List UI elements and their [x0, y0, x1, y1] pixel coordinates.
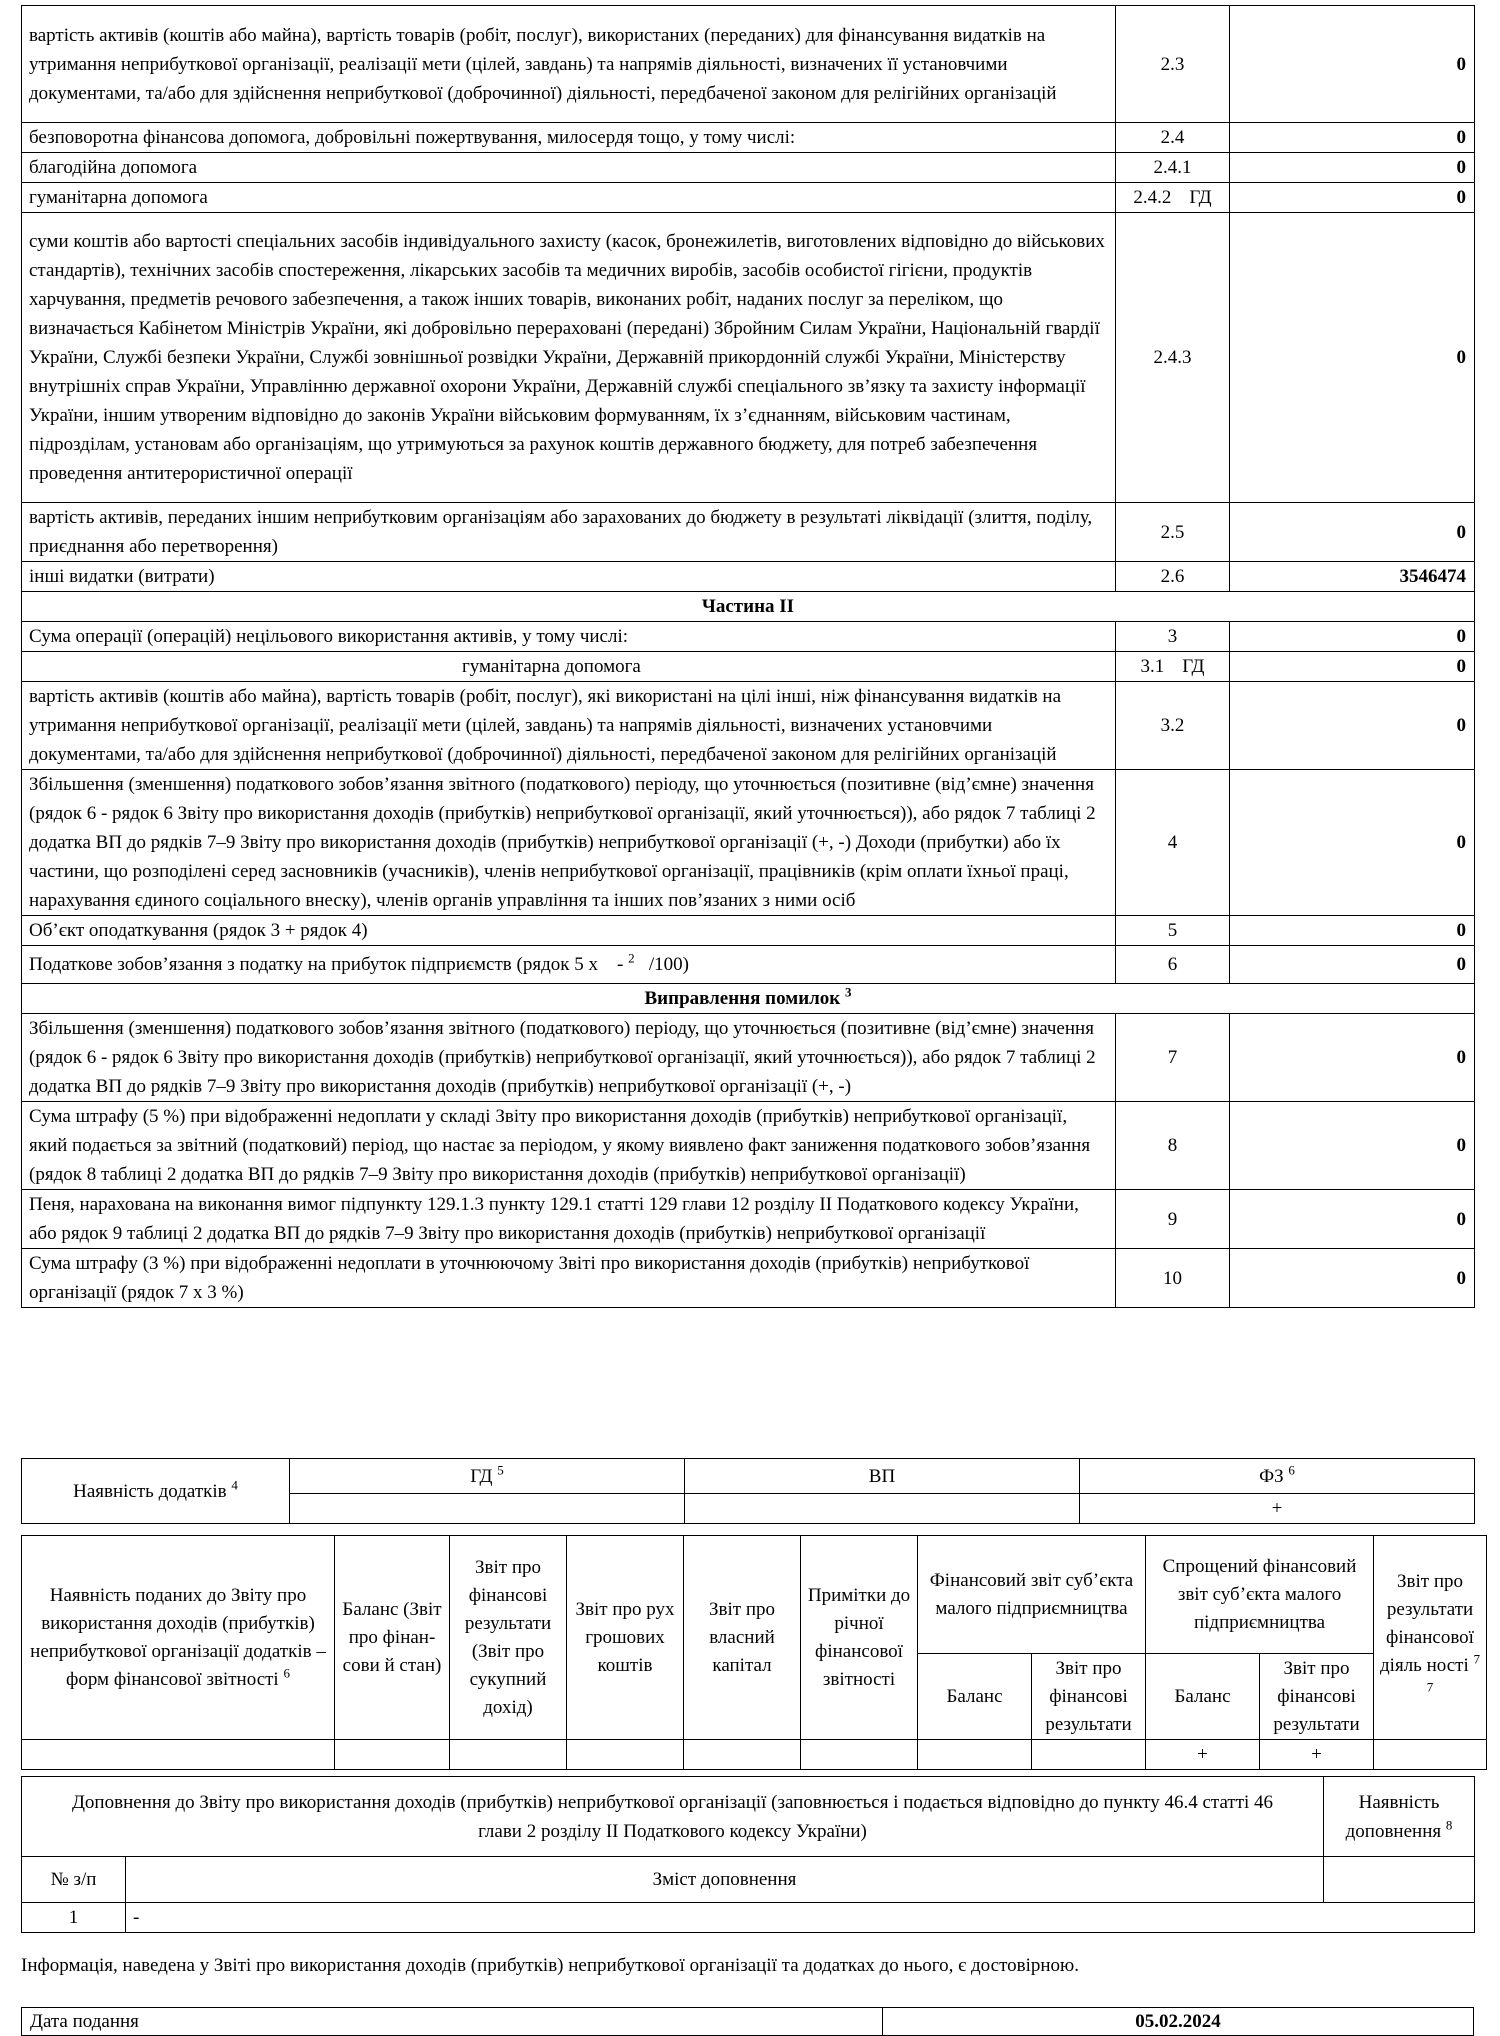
- attachment-gd-text: ГД: [470, 1465, 493, 1487]
- row-code: 2.3: [1116, 6, 1230, 123]
- table-row: [22, 1459, 1475, 1494]
- attachment-gd-value: [290, 1494, 685, 1524]
- table-row: [22, 946, 1475, 984]
- row-text: інші видатки (витрати): [22, 562, 1116, 592]
- financial-value: [450, 1740, 567, 1770]
- footnote-5: 5: [497, 1462, 504, 1478]
- row-code: 2.4.3: [1116, 213, 1230, 503]
- financial-value: [335, 1740, 450, 1770]
- info-statement: Інформація, наведена у Звіті про використання доходів (прибутків) неприбуткової організації та додатках до нього, є достовірною.: [21, 1955, 1079, 1976]
- row-text: суми коштів або вартості спеціальних засобів індивідуального захисту (касок, бронежилетів, виготовлених відповідно до військових стандартів), технічних засобів спостереження, лікарських засобів та медичних виробів, засобів особистої гігієни, продуктів харчування, предметів речового забезпечення, а також інших товарів, виконаних робіт, наданих послуг за переліком, що визначається Кабінетом Міністрів України, які добровільно перераховані (передані) Збройним Силам України, Національній гвардії України, Службі безпеки України, Службі зовнішньої розвідки України, Державній прикордонній службі України, Міністерству внутрішніх справ України, Управлінню державної охорони України, Державній службі спеціального зв’язку та захисту інформації України, іншим утвореним відповідно до законів України військовим формуванням, їх з’єднанням, військовим частинам, підрозділам, установам або організаціям, що утримуються за рахунок коштів державного бюджету, для потреб забезпечення проведення антитерористичної операції: [22, 213, 1116, 503]
- table-row: [22, 1777, 1475, 1857]
- attachment-fz-value: +: [1080, 1494, 1475, 1524]
- row-text: Сума операції (операцій) нецільового використання активів, у тому числі:: [22, 622, 1116, 652]
- financial-statements-table: [21, 1535, 1487, 1770]
- row-value: 0: [1230, 123, 1475, 153]
- num-header: № з/п: [22, 1857, 126, 1903]
- header-balance: Баланс (Звіт про фінан-сови й стан): [335, 1536, 450, 1740]
- header-fin-results: Звіт про фінансові результати (Звіт про сукупний дохід): [450, 1536, 567, 1740]
- supplement-content: -: [126, 1903, 1475, 1933]
- financial-value: +: [1260, 1740, 1374, 1770]
- attachments-label: [22, 1459, 290, 1524]
- header-small-business: Фінансовий звіт суб’єкта малого підприємництва: [918, 1536, 1146, 1654]
- table-row: [22, 1740, 1487, 1770]
- table-row: [22, 503, 1475, 562]
- table-row: [22, 1249, 1475, 1308]
- supplement-presence-text: Наявність доповнення: [1345, 1791, 1442, 1842]
- financial-value: [22, 1740, 335, 1770]
- attachments-table: [21, 1458, 1475, 1524]
- financial-value: +: [1146, 1740, 1260, 1770]
- sub-balance: Баланс: [1146, 1654, 1260, 1740]
- sub-results: Звіт про фінансові результати: [1260, 1654, 1374, 1740]
- footnote-7: 7: [1473, 1651, 1481, 1667]
- row-value: 0: [1230, 682, 1475, 770]
- table-row: [22, 770, 1475, 916]
- row-text: Об’єкт оподаткування (рядок 3 + рядок 4): [22, 916, 1116, 946]
- row-value: 0: [1230, 213, 1475, 503]
- financial-value: [918, 1740, 1032, 1770]
- header-results-text: Звіт про результати фінансової діяль ності: [1380, 1570, 1474, 1676]
- row-code: 6: [1116, 946, 1230, 984]
- row-code-number: 2.4.2: [1133, 187, 1172, 208]
- supplement-table: [21, 1776, 1475, 1933]
- date-table: [21, 2007, 1474, 2036]
- supplement-title: Доповнення до Звіту про використання доходів (прибутків) неприбуткової організації (заповнюється і подається відповідно до пункту 46.4 статті 46 глави 2 розділу II Податкового кодексу України): [22, 1777, 1324, 1857]
- row-value: 3546474: [1230, 562, 1475, 592]
- row-value: 0: [1230, 652, 1475, 682]
- footnote-4: 4: [231, 1477, 238, 1493]
- financial-value: [567, 1740, 684, 1770]
- section-header: [22, 984, 1475, 1014]
- row-text: Збільшення (зменшення) податкового зобов’язання звітного (податкового) періоду, що уточнюється (позитивне (від’ємне) значення (рядок 6 - рядок 6 Звіту про використання доходів (прибутків) неприбуткової організації, який уточнюється)), або рядок 7 таблиці 2 додатка ВП до рядків 7–9 Звіту про використання доходів (прибутків) неприбуткової організації (+, -) Доходи (прибутки) або їх частини, що розподілені серед засновників (учасників), членів неприбуткової організації, працівників (крім оплати їхньої праці, нарахування єдиного соціального внеску), членів органів управління та інших пов’язаних з ними осіб: [22, 770, 1116, 916]
- footnote-6: 6: [1288, 1462, 1295, 1478]
- row-value: 0: [1230, 946, 1475, 984]
- row-text: Збільшення (зменшення) податкового зобов’язання звітного (податкового) періоду, що уточнюється (позитивне (від’ємне) значення (рядок 6 - рядок 6 Звіту про використання доходів (прибутків) неприбуткової організації, який уточнюється)), або рядок 7 таблиці 2 додатка ВП до рядків 7–9 Звіту про використання доходів (прибутків) неприбуткової організації (+, -): [22, 1014, 1116, 1102]
- row-code: 10: [1116, 1249, 1230, 1308]
- supplement-num: 1: [22, 1903, 126, 1933]
- supplement-presence: [1324, 1777, 1475, 1857]
- row-value: 0: [1230, 916, 1475, 946]
- row-code: 2.6: [1116, 562, 1230, 592]
- row-text: Сума штрафу (3 %) при відображенні недоплати в уточнюючому Звіті про використання доходів (прибутків) неприбуткової організації (рядок 7 x 3 %): [22, 1249, 1116, 1308]
- footnote-3: 3: [845, 984, 852, 1000]
- row-text: вартість активів, переданих іншим неприбутковим організаціям або зарахованих до бюджету в результаті ліквідації (злиття, поділу, приєднання або перетворення): [22, 503, 1116, 562]
- financial-label: [22, 1536, 335, 1740]
- row-text: гуманітарна допомога: [22, 652, 1116, 682]
- declaration-table: [21, 5, 1475, 1308]
- row-code: [1116, 652, 1230, 682]
- row-code: [1116, 183, 1230, 213]
- row-code: 2.4: [1116, 123, 1230, 153]
- financial-value: [684, 1740, 801, 1770]
- date-label: Дата подання: [22, 2008, 883, 2036]
- attachment-gd-header: [290, 1459, 685, 1494]
- header-notes: Примітки до річної фінансової звітності: [801, 1536, 918, 1740]
- table-row: [22, 562, 1475, 592]
- financial-value: [1374, 1740, 1487, 1770]
- row-code: 7: [1116, 1014, 1230, 1102]
- table-row: [22, 183, 1475, 213]
- row-value: 0: [1230, 1014, 1475, 1102]
- table-row: [22, 6, 1475, 123]
- table-row: [22, 1014, 1475, 1102]
- row6-prefix: Податкове зобов’язання з податку на прибуток підприємств (рядок 5 x: [29, 954, 598, 975]
- financial-label-text: Наявність поданих до Звіту про використання доходів (прибутків) неприбуткової організації додатків – форм фінансової звітності: [30, 1584, 326, 1690]
- financial-value: [1032, 1740, 1146, 1770]
- row6-suffix: /100): [648, 954, 689, 975]
- table-row: [22, 123, 1475, 153]
- row-value: 0: [1230, 183, 1475, 213]
- row-value: 0: [1230, 1102, 1475, 1190]
- row6-dash: -: [616, 954, 624, 975]
- table-row: [22, 1102, 1475, 1190]
- attachment-vp-value: [685, 1494, 1080, 1524]
- attachment-fz-text: ФЗ: [1259, 1465, 1284, 1487]
- row-text: [22, 946, 1116, 984]
- footnote-8: 8: [1445, 1817, 1453, 1833]
- corrections-title-text: Виправлення помилок: [644, 988, 841, 1009]
- row-value: 0: [1230, 1190, 1475, 1249]
- table-row: [22, 1190, 1475, 1249]
- part2-title: Частина II: [22, 592, 1475, 622]
- financial-value: [801, 1740, 918, 1770]
- table-row: [22, 622, 1475, 652]
- row-text: Пеня, нарахована на виконання вимог підпункту 129.1.3 пункту 129.1 статті 129 глави 12 розділу II Податкового кодексу України, або рядок 9 таблиці 2 додатка ВП до рядків 7–9 Звіту про використання доходів (прибутків) неприбуткової організації: [22, 1190, 1116, 1249]
- row-value: 0: [1230, 6, 1475, 123]
- content-header: Зміст доповнення: [126, 1857, 1324, 1903]
- table-row: [22, 1536, 1487, 1654]
- table-row: [22, 1857, 1475, 1903]
- row-text: вартість активів (коштів або майна), вартість товарів (робіт, послуг), які використані на цілі інші, ніж фінансування видатків на утримання неприбуткової організації, реалізації мети (цілей, завдань) та напрямів діяльності, визначених установчими документами, та/або для здійснення неприбуткової (доброчинної) діяльності, передбаченої законом для релігійних організацій: [22, 682, 1116, 770]
- attachment-fz-header: [1080, 1459, 1475, 1494]
- table-row: [22, 2008, 1474, 2036]
- row-text: безповоротна фінансова допомога, добровільні пожертвування, милосердя тощо, у тому числі:: [22, 123, 1116, 153]
- header-cash-flow: Звіт про рух грошових коштів: [567, 1536, 684, 1740]
- footnote-6b: 6: [283, 1665, 290, 1681]
- header-results: [1374, 1536, 1487, 1740]
- row-text: благодійна допомога: [22, 153, 1116, 183]
- row-code: 3.2: [1116, 682, 1230, 770]
- footnote-2: 2: [628, 950, 635, 966]
- row-code: 5: [1116, 916, 1230, 946]
- corrections-title: [22, 984, 1475, 1014]
- row-text: гуманітарна допомога: [22, 183, 1116, 213]
- sub-balance: Баланс: [918, 1654, 1032, 1740]
- row-code: 3: [1116, 622, 1230, 652]
- table-row: [22, 153, 1475, 183]
- row-code: 9: [1116, 1190, 1230, 1249]
- footnote-7b: 7: [1426, 1679, 1434, 1695]
- section-header: [22, 592, 1475, 622]
- row-code: 8: [1116, 1102, 1230, 1190]
- row-text: вартість активів (коштів або майна), вартість товарів (робіт, послуг), використаних (переданих) для фінансування видатків на утримання неприбуткової організації, реалізації мети (цілей, завдань) та напрямів діяльності, визначених її установчими документами, та/або для здійснення неприбуткової (доброчинної) діяльності, передбаченої законом для релігійних організацій: [22, 6, 1116, 123]
- row-value: 0: [1230, 503, 1475, 562]
- table-row: [22, 1903, 1475, 1933]
- row-code: 4: [1116, 770, 1230, 916]
- table-row: [22, 213, 1475, 503]
- header-simplified: Спрощений фінансовий звіт суб’єкта малого підприємництва: [1146, 1536, 1374, 1654]
- presence-value: [1324, 1857, 1475, 1903]
- row-code: 2.5: [1116, 503, 1230, 562]
- row-value: 0: [1230, 770, 1475, 916]
- date-value: 05.02.2024: [882, 2008, 1473, 2036]
- table-row: [22, 916, 1475, 946]
- attachments-label-text: Наявність додатків: [73, 1480, 227, 1502]
- gd-mark: ГД: [1182, 656, 1205, 677]
- table-row: [22, 682, 1475, 770]
- header-equity: Звіт про власний капітал: [684, 1536, 801, 1740]
- row-value: 0: [1230, 1249, 1475, 1308]
- row-value: 0: [1230, 622, 1475, 652]
- gd-mark: ГД: [1189, 187, 1212, 208]
- row-value: 0: [1230, 153, 1475, 183]
- sub-results: Звіт про фінансові результати: [1032, 1654, 1146, 1740]
- row-text: Сума штрафу (5 %) при відображенні недоплати у складі Звіту про використання доходів (прибутків) неприбуткової організації, який подається за звітний (податковий) період, що настає за періодом, у якому виявлено факт заниження податкового зобов’язання (рядок 8 таблиці 2 додатка ВП до рядків 7–9 Звіту про використання доходів (прибутків) неприбуткової організації): [22, 1102, 1116, 1190]
- attachment-vp-header: ВП: [685, 1459, 1080, 1494]
- table-row: [22, 652, 1475, 682]
- row-code-number: 3.1: [1140, 656, 1165, 677]
- row-code: 2.4.1: [1116, 153, 1230, 183]
